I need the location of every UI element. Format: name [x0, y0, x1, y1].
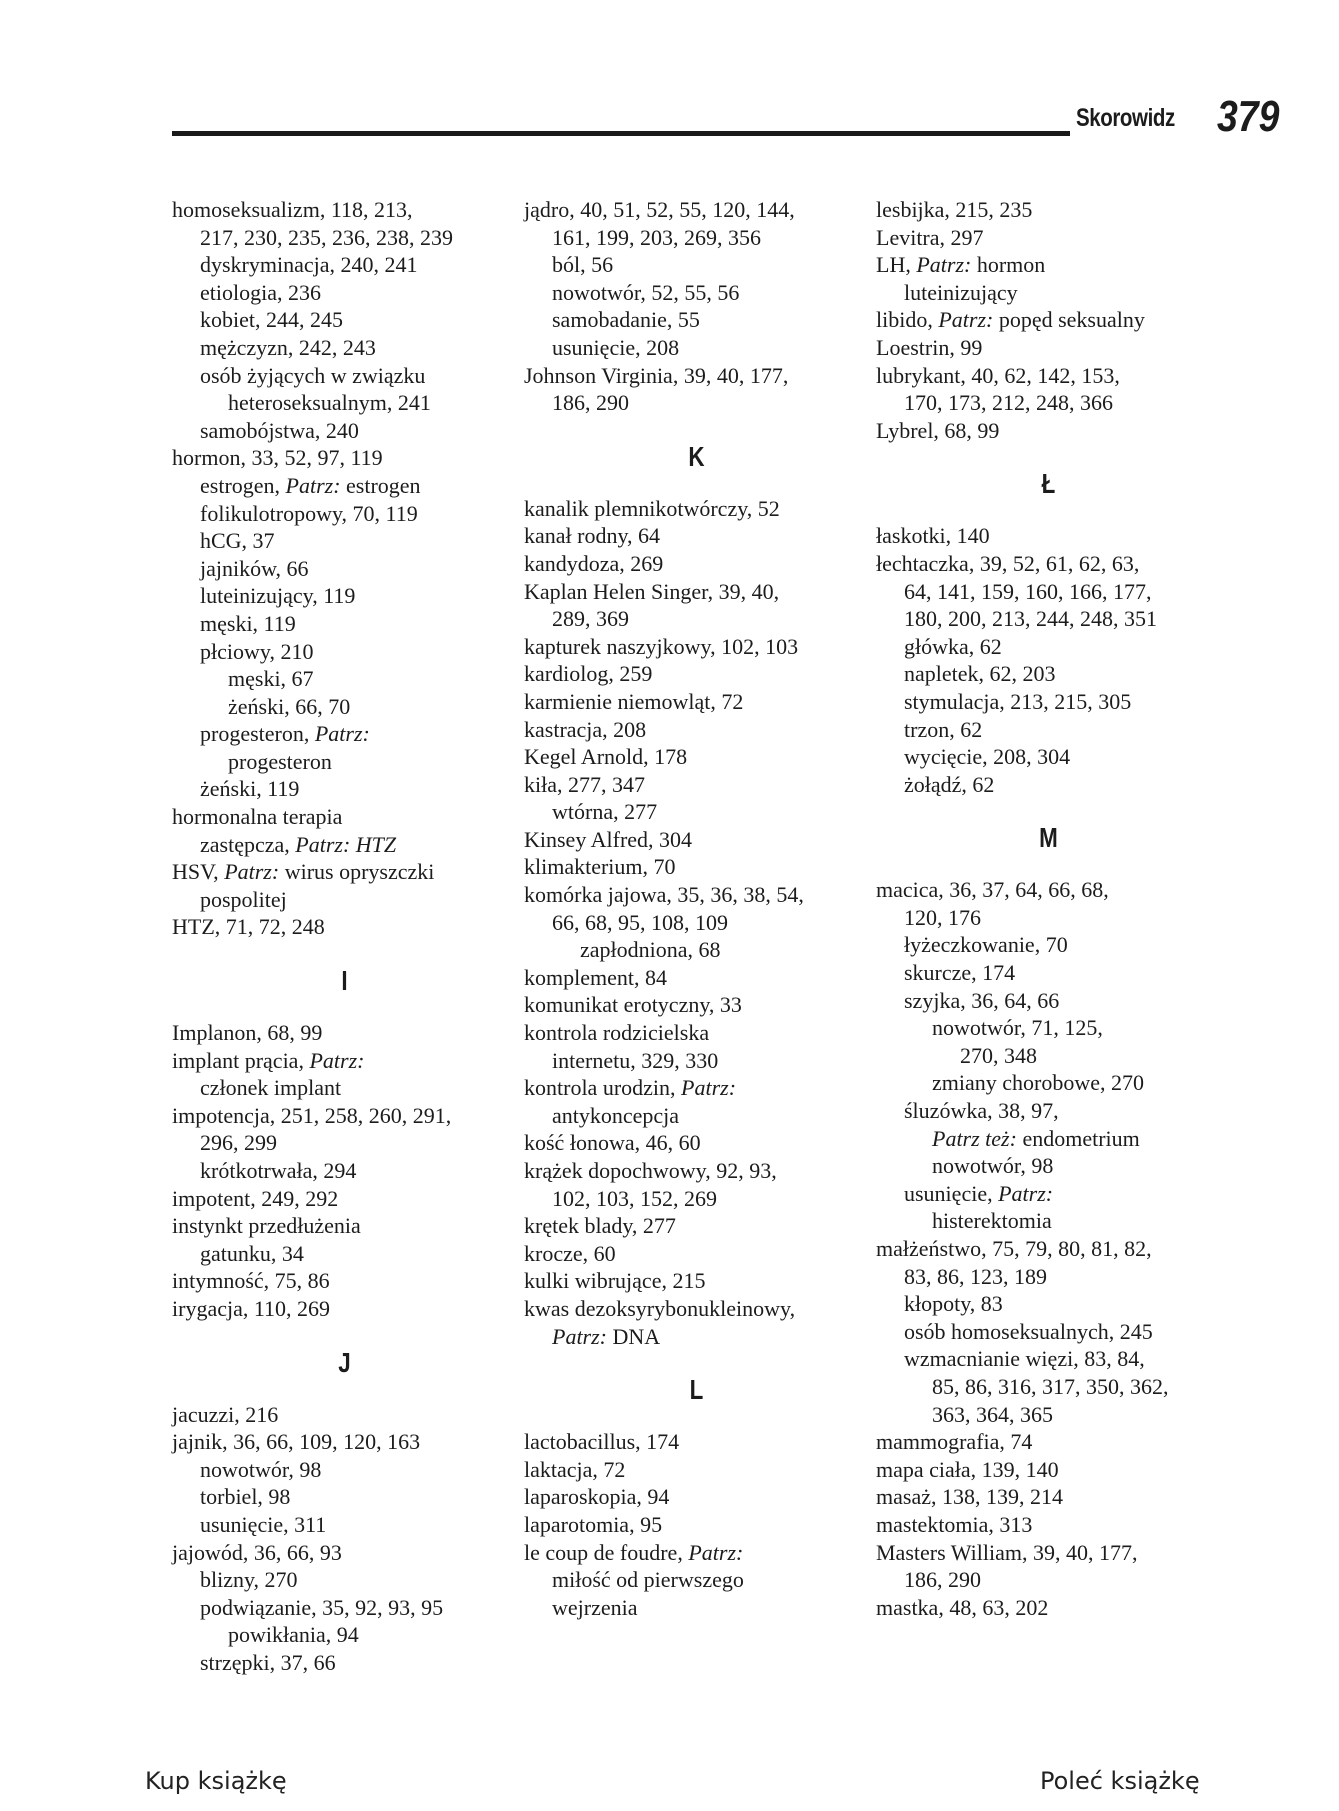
index-subentry: folikulotropowy, 70, 119: [200, 500, 418, 526]
entry-text: implant prącia,: [172, 1047, 310, 1073]
index-subentry: ból, 56: [552, 252, 614, 278]
index-entry: irygacja, 110, 269: [172, 1295, 331, 1321]
index-subentry: podwiązanie, 35, 92, 93, 95: [200, 1594, 444, 1620]
index-entry: Kegel Arnold, 178: [524, 744, 688, 770]
entry-text: progesteron,: [200, 721, 315, 747]
index-subentry: [172, 831, 517, 859]
entry-text: popęd seksualny: [993, 307, 1145, 333]
index-entry: kwas dezoksyrybonukleinowy,: [524, 1295, 796, 1321]
section-title: Skorowidz: [1076, 104, 1175, 132]
index-subentry: blizny, 270: [200, 1567, 298, 1593]
entry-text: estrogen,: [200, 472, 286, 498]
index-subentry: 170, 173, 212, 248, 366: [904, 390, 1113, 416]
index-subentry: torbiel, 98: [200, 1484, 291, 1510]
cross-reference: Patrz:: [285, 472, 341, 498]
index-subentry: jajników, 66: [200, 555, 309, 581]
cross-reference: Patrz:: [916, 252, 972, 278]
header-rule: [172, 131, 1070, 136]
entry-text: le coup de foudre,: [524, 1539, 689, 1565]
index-subentry: nowotwór, 98: [932, 1153, 1054, 1179]
index-subentry: skurcze, 174: [904, 960, 1016, 986]
index-subentry: członek implant: [200, 1075, 342, 1101]
index-subentry: powikłania, 94: [228, 1622, 359, 1648]
index-entry: jacuzzi, 216: [172, 1401, 279, 1427]
index-column-3: [876, 196, 1221, 1621]
letter-heading: I: [341, 965, 348, 997]
index-entry: lubrykant, 40, 62, 142, 153,: [876, 362, 1120, 388]
entry-text: estrogen: [340, 472, 421, 498]
index-entry: [172, 1047, 517, 1075]
index-subentry: męski, 119: [200, 610, 296, 636]
index-entry: łechtaczka, 39, 52, 61, 62, 63,: [876, 550, 1140, 576]
index-entry: mastka, 48, 63, 202: [876, 1594, 1049, 1620]
entry-text: wirus opryszczki: [279, 859, 435, 885]
cross-reference: Patrz też:: [932, 1125, 1017, 1151]
index-entry: kość łonowa, 46, 60: [524, 1130, 701, 1156]
index-subentry: 217, 230, 235, 236, 238, 239: [200, 224, 453, 250]
index-entry: kardiolog, 259: [524, 661, 653, 687]
index-entry: klimakterium, 70: [524, 854, 676, 880]
index-subentry: wtórna, 277: [552, 799, 658, 825]
cross-reference: Patrz:: [681, 1075, 737, 1101]
index-entry: krocze, 60: [524, 1240, 616, 1266]
entry-text: kontrola urodzin,: [524, 1075, 682, 1101]
index-subentry: 289, 369: [552, 606, 629, 632]
index-entry: kontrola rodzicielska: [524, 1020, 710, 1046]
index-subentry: stymulacja, 213, 215, 305: [904, 688, 1132, 714]
entry-text: libido,: [876, 307, 939, 333]
index-subentry: 270, 348: [960, 1042, 1037, 1068]
cross-reference: Patrz:: [938, 307, 994, 333]
index-subentry: śluzówka, 38, 97,: [904, 1098, 1059, 1124]
index-entry: impotencja, 251, 258, 260, 291,: [172, 1102, 452, 1128]
entry-text: HSV,: [172, 859, 225, 885]
index-subentry: 64, 141, 159, 160, 166, 177,: [904, 578, 1152, 604]
index-subentry: męski, 67: [228, 666, 314, 692]
index-entry: małżeństwo, 75, 79, 80, 81, 82,: [876, 1236, 1152, 1261]
index-entry: Johnson Virginia, 39, 40, 177,: [524, 362, 789, 388]
index-subentry: zmiany chorobowe, 270: [932, 1070, 1144, 1096]
index-subentry: 296, 299: [200, 1130, 277, 1156]
index-subentry: etiologia, 236: [200, 279, 321, 305]
index-entry: kanalik plemnikotwórczy, 52: [524, 495, 780, 521]
index-entry: [876, 251, 1221, 279]
index-entry: [524, 1074, 869, 1102]
index-subentry: mężczyzn, 242, 243: [200, 334, 376, 360]
entry-text: usunięcie,: [904, 1180, 999, 1206]
entry-text: DNA: [607, 1323, 661, 1349]
cross-reference: Patrz:: [224, 859, 280, 885]
index-subentry: hCG, 37: [200, 528, 275, 554]
index-entry: lactobacillus, 174: [524, 1429, 680, 1455]
index-subentry: [876, 1125, 1221, 1153]
index-entry: krętek blady, 277: [524, 1213, 676, 1239]
index-subentry: 180, 200, 213, 244, 248, 351: [904, 606, 1157, 632]
index-entry: Loestrin, 99: [876, 334, 983, 360]
index-subentry: progesteron: [228, 748, 332, 774]
index-subentry: miłość od pierwszego: [552, 1567, 744, 1593]
index-subentry: 83, 86, 123, 189: [904, 1263, 1047, 1289]
index-subentry: 66, 68, 95, 108, 109: [552, 909, 728, 935]
index-entry: Implanon, 68, 99: [172, 1020, 323, 1046]
index-entry: intymność, 75, 86: [172, 1268, 330, 1294]
index-subentry: gatunku, 34: [200, 1240, 304, 1266]
index-entry: lesbijka, 215, 235: [876, 197, 1033, 222]
cross-reference: Patrz: HTZ: [295, 831, 397, 857]
index-subentry: 120, 176: [904, 904, 981, 930]
page-number: 379: [1217, 92, 1280, 141]
index-entry: kulki wibrujące, 215: [524, 1268, 706, 1294]
index-entry: kanał rodny, 64: [524, 523, 661, 549]
index-entry: komplement, 84: [524, 964, 667, 990]
index-entry: hormon, 33, 52, 97, 119: [172, 445, 383, 471]
index-subentry: szyjka, 36, 64, 66: [904, 987, 1060, 1013]
index-column-1: [172, 196, 517, 1677]
index-entry: jajnik, 36, 66, 109, 120, 163: [172, 1429, 421, 1455]
entry-text: zastępcza,: [200, 831, 296, 857]
index-entry: Lybrel, 68, 99: [876, 417, 1000, 443]
index-subentry: łyżeczkowanie, 70: [904, 932, 1068, 958]
index-subentry: luteinizujący: [904, 279, 1018, 305]
letter-heading: J: [338, 1346, 351, 1378]
index-subentry: [876, 1180, 1221, 1208]
index-entry: homoseksualizm, 118, 213,: [172, 197, 413, 222]
index-entry: mammografia, 74: [876, 1429, 1033, 1455]
index-entry: mapa ciała, 139, 140: [876, 1456, 1059, 1482]
index-subentry: heteroseksualnym, 241: [228, 390, 431, 416]
index-column-2: [524, 196, 869, 1621]
index-subentry: kłopoty, 83: [904, 1291, 1003, 1317]
letter-heading: M: [1039, 822, 1058, 854]
index-subentry: wzmacnianie więzi, 83, 84,: [904, 1346, 1145, 1372]
index-entry: komunikat erotyczny, 33: [524, 992, 742, 1018]
index-entry: jądro, 40, 51, 52, 55, 120, 144,: [524, 197, 795, 222]
index-entry: kandydoza, 269: [524, 550, 664, 576]
index-entry: Kinsey Alfred, 304: [524, 826, 693, 852]
cross-reference: Patrz:: [314, 721, 370, 747]
index-subentry: samobadanie, 55: [552, 307, 700, 333]
index-entry: kiła, 277, 347: [524, 771, 645, 797]
index-subentry: żeński, 119: [200, 776, 300, 802]
index-subentry: pospolitej: [200, 886, 287, 912]
index-subentry: osób żyjących w związku: [200, 362, 426, 388]
index-subentry: usunięcie, 208: [552, 334, 680, 360]
index-entry: laparotomia, 95: [524, 1511, 663, 1537]
index-entry: laktacja, 72: [524, 1456, 626, 1482]
index-subentry: żołądź, 62: [904, 771, 995, 797]
index-subentry: internetu, 329, 330: [552, 1047, 719, 1073]
index-subentry: dyskryminacja, 240, 241: [200, 252, 418, 278]
index-entry: kapturek naszyjkowy, 102, 103: [524, 633, 799, 659]
index-entry: kastracja, 208: [524, 716, 647, 742]
index-subentry: wejrzenia: [552, 1594, 638, 1620]
index-subentry: strzępki, 37, 66: [200, 1649, 336, 1675]
index-subentry: osób homoseksualnych, 245: [904, 1318, 1153, 1344]
buy-book-link[interactable]: Kup książkę: [145, 1767, 287, 1795]
index-entry: macica, 36, 37, 64, 66, 68,: [876, 877, 1109, 903]
index-subentry: nowotwór, 71, 125,: [932, 1015, 1103, 1041]
index-entry: jajowód, 36, 66, 93: [172, 1539, 342, 1565]
entry-text: endometrium: [1016, 1125, 1140, 1151]
index-entry: mastektomia, 313: [876, 1511, 1033, 1537]
index-subentry: nowotwór, 52, 55, 56: [552, 279, 740, 305]
index-subentry: [524, 1323, 869, 1351]
index-entry: [172, 858, 517, 886]
index-subentry: trzon, 62: [904, 716, 983, 742]
recommend-book-link[interactable]: Poleć książkę: [1040, 1767, 1200, 1795]
index-entry: łaskotki, 140: [876, 523, 990, 549]
index-subentry: 186, 290: [552, 390, 629, 416]
index-subentry: [172, 472, 517, 500]
index-subentry: 102, 103, 152, 269: [552, 1185, 717, 1211]
entry-text: LH,: [876, 252, 917, 278]
index-subentry: kobiet, 244, 245: [200, 307, 343, 333]
index-entry: laparoskopia, 94: [524, 1484, 670, 1510]
index-subentry: usunięcie, 311: [200, 1511, 327, 1537]
index-subentry: 85, 86, 316, 317, 350, 362,: [932, 1373, 1169, 1399]
cross-reference: Patrz:: [309, 1047, 365, 1073]
index-subentry: główka, 62: [904, 633, 1002, 659]
cross-reference: Patrz:: [552, 1323, 607, 1349]
index-entry: Levitra, 297: [876, 224, 984, 250]
index-subentry: 161, 199, 203, 269, 356: [552, 224, 761, 250]
index-subentry: napletek, 62, 203: [904, 661, 1056, 687]
index-entry: hormonalna terapia: [172, 804, 343, 830]
index-subentry: [172, 720, 517, 748]
index-subentry: histerektomia: [932, 1208, 1052, 1234]
index-entry: komórka jajowa, 35, 36, 38, 54,: [524, 882, 804, 908]
index-subentry: antykoncepcja: [552, 1102, 680, 1128]
index-entry: Masters William, 39, 40, 177,: [876, 1539, 1138, 1565]
entry-text: hormon: [971, 252, 1046, 278]
index-subentry: 363, 364, 365: [932, 1401, 1053, 1427]
index-subentry: żeński, 66, 70: [228, 693, 351, 719]
index-entry: impotent, 249, 292: [172, 1185, 339, 1211]
letter-heading: Ł: [1041, 468, 1056, 500]
index-entry: [876, 306, 1221, 334]
cross-reference: Patrz:: [688, 1539, 744, 1565]
index-entry: masaż, 138, 139, 214: [876, 1484, 1063, 1510]
index-subentry: nowotwór, 98: [200, 1456, 322, 1482]
index-entry: karmienie niemowląt, 72: [524, 688, 744, 714]
index-subentry: krótkotrwała, 294: [200, 1158, 357, 1183]
index-subentry: 186, 290: [904, 1567, 981, 1593]
index-subentry: płciowy, 210: [200, 638, 314, 664]
index-subentry: zapłodniona, 68: [580, 937, 721, 963]
index-subentry: luteinizujący, 119: [200, 583, 356, 609]
letter-heading: L: [689, 1374, 704, 1406]
index-entry: [524, 1539, 869, 1567]
index-subentry: wycięcie, 208, 304: [904, 744, 1071, 770]
index-entry: HTZ, 71, 72, 248: [172, 914, 325, 940]
index-entry: Kaplan Helen Singer, 39, 40,: [524, 578, 780, 604]
index-entry: krążek dopochwowy, 92, 93,: [524, 1158, 777, 1183]
letter-heading: K: [688, 440, 705, 472]
cross-reference: Patrz:: [998, 1180, 1054, 1206]
index-entry: instynkt przedłużenia: [172, 1213, 361, 1239]
index-subentry: samobójstwa, 240: [200, 417, 359, 443]
